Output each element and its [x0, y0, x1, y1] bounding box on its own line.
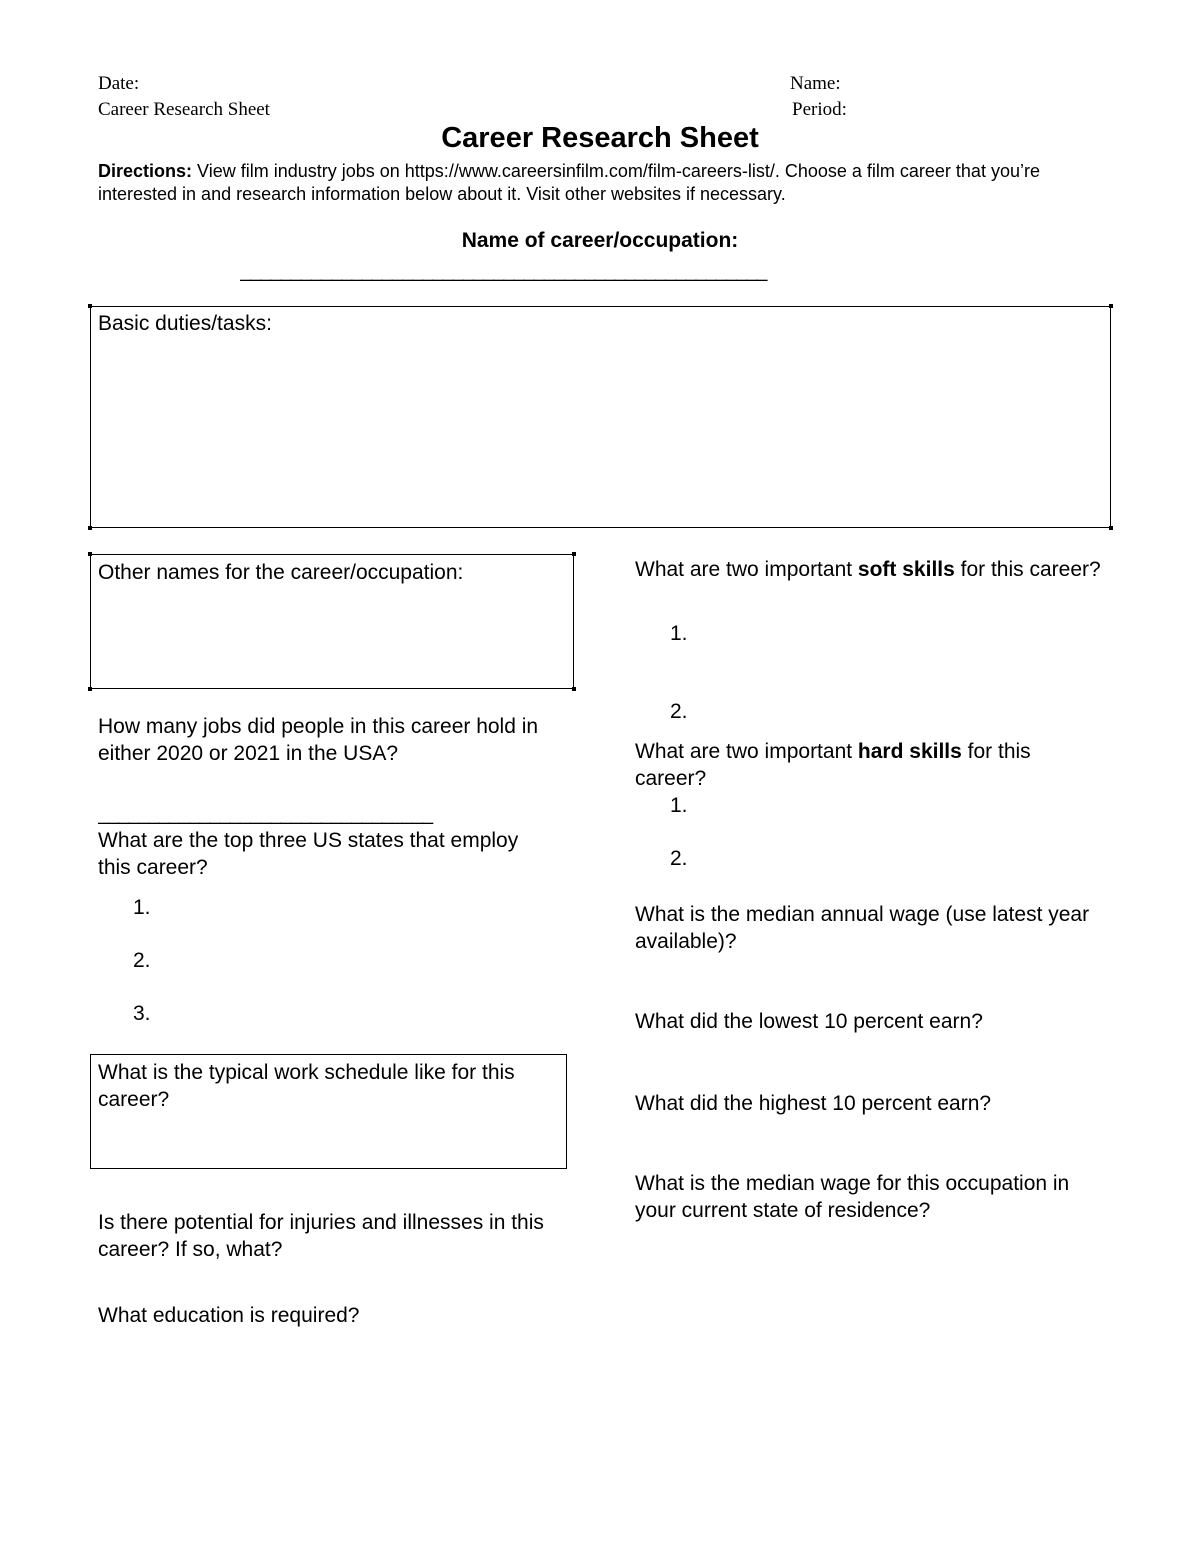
soft-skills-bold: soft skills: [857, 558, 955, 581]
hard-skills-prefix: What are two important: [635, 740, 858, 763]
directions-text: View film industry jobs on https://www.careersinfilm.com/film-careers-list/. Choose a film career that you’re interested in and research information below about it. Visit other websites if necessary.: [98, 161, 1040, 204]
states-item-3: 3.: [133, 1002, 151, 1025]
jobs-blank: _________________________________: [98, 803, 433, 825]
directions: [98, 160, 1098, 206]
hard-skills-item-2: 2.: [670, 847, 688, 870]
lowest-question: What did the lowest 10 percent earn?: [635, 1010, 983, 1033]
soft-skills-item-1: 1.: [670, 622, 688, 645]
hard-skills-question: [635, 738, 1105, 792]
states-item-1: 1.: [133, 896, 151, 919]
directions-label: Directions:: [98, 161, 193, 181]
page-title: Career Research Sheet: [441, 122, 759, 154]
name-label: Name:: [790, 73, 841, 94]
career-name-label: Name of career/occupation:: [461, 229, 739, 252]
other-names-label: Other names for the career/occupation:: [98, 561, 464, 584]
hard-skills-item-1: 1.: [670, 794, 688, 817]
hard-skills-bold: hard skills: [857, 740, 962, 763]
career-name-blank: ____________________________________________________: [240, 260, 767, 282]
soft-skills-item-2: 2.: [670, 700, 688, 723]
duties-box[interactable]: [90, 306, 1111, 528]
hard-skills-suffix: for this career?: [635, 740, 1031, 790]
sheet-label: Career Research Sheet: [98, 99, 270, 120]
highest-question: What did the highest 10 percent earn?: [635, 1092, 992, 1115]
soft-skills-prefix: What are two important: [635, 558, 858, 581]
schedule-question: What is the typical work schedule like for this career?: [98, 1061, 515, 1111]
median-state-question: What is the median wage for this occupation in your current state of residence?: [635, 1172, 1070, 1222]
period-label: Period:: [792, 99, 847, 120]
duties-label: Basic duties/tasks:: [98, 312, 272, 335]
education-question: What education is required?: [98, 1304, 360, 1327]
other-names-box[interactable]: [90, 554, 574, 689]
states-question: What are the top three US states that employ this career?: [98, 829, 519, 879]
jobs-question: How many jobs did people in this career hold in either 2020 or 2021 in the USA?: [98, 715, 539, 765]
median-annual-question: What is the median annual wage (use latest year available)?: [635, 903, 1090, 953]
soft-skills-suffix: for this career?: [954, 558, 1101, 581]
injuries-question: Is there potential for injuries and illnesses in this career? If so, what?: [98, 1211, 544, 1261]
date-label: Date:: [98, 73, 140, 94]
soft-skills-question: [635, 556, 1105, 583]
states-item-2: 2.: [133, 949, 151, 972]
schedule-box[interactable]: [90, 1054, 567, 1169]
